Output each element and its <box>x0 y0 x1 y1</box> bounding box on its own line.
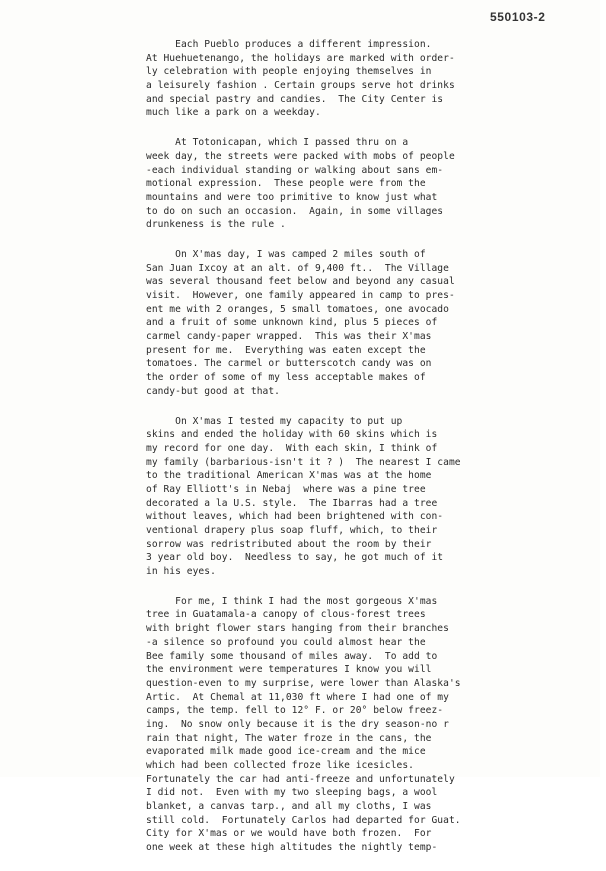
paragraph-skins <box>146 415 606 579</box>
text-line: -each individual standing or walking about sans em- <box>146 164 444 176</box>
text-line: skins and ended the holiday with 60 skins which is <box>146 429 438 441</box>
text-line: evaporated milk made good ice-cream and the mice <box>146 746 426 758</box>
text-line: still cold. Fortunately Carlos had departed for Guat. <box>146 814 461 826</box>
text-line: decorated a la U.S. style. The Ibarras had a tree <box>146 497 438 509</box>
text-line: motional expression. These people were from the <box>146 178 426 190</box>
paragraph-xmas-day <box>146 248 606 399</box>
text-line: Fortunately the car had anti-freeze and unfortunately <box>146 773 455 785</box>
text-line: my record for one day. With each skin, I think of <box>146 442 438 454</box>
text-line: a leisurely fashion . Certain groups serve hot drinks <box>146 80 455 92</box>
text-line: tomatoes. The carmel or butterscotch candy was on <box>146 358 432 370</box>
text-line: -a silence so profound you could almost hear the <box>146 636 426 648</box>
text-line: ing. No snow only because it is the dry season-no r <box>146 718 449 730</box>
text-line: sorrow was redristributed about the room by their <box>146 538 432 550</box>
text-line: On X'mas I tested my capacity to put up <box>146 415 403 427</box>
text-line: mountains and were too primitive to know just what <box>146 191 438 203</box>
text-line: week day, the streets were packed with mobs of people <box>146 150 455 162</box>
text-line: ent me with 2 oranges, 5 small tomatoes, one avocado <box>146 303 449 315</box>
text-line: visit. However, one family appeared in camp to pres- <box>146 290 455 301</box>
text-line: present for me. Everything was eaten except the <box>146 344 426 356</box>
text-line: the environment were temperatures I know you will <box>146 664 432 676</box>
paragraph-totonicapan <box>146 136 606 232</box>
text-line: with bright flower stars hanging from their branches <box>146 623 449 635</box>
text-line: carmel candy-paper wrapped. This was their X'mas <box>146 331 432 343</box>
text-line: tree in Guatamala-a canopy of clous-forest trees <box>146 609 426 621</box>
text-line: rain that night, The water froze in the cans, the <box>146 732 432 744</box>
text-line: of Ray Elliott's in Nebaj where was a pine tree <box>146 483 426 495</box>
text-line: Each Pueblo produces a different impression. <box>146 39 432 50</box>
text-line: my family (barbarious-isn't it ? ) The nearest I came <box>146 456 461 468</box>
text-line: Bee family some thousand of miles away. To add to <box>146 650 438 662</box>
text-line: to do on such an occasion. Again, in some villages <box>146 205 444 217</box>
text-line: City for X'mas or we would have both frozen. For <box>146 828 432 840</box>
text-line: blanket, a canvas tarp., and all my cloths, I was <box>146 801 432 813</box>
text-line: At Huehuetenango, the holidays are marked with order- <box>146 52 455 64</box>
text-line: camps, the temp. fell to 12° F. or 20° below freez- <box>146 705 444 717</box>
text-line: I did not. Even with my two sleeping bags, a wool <box>146 787 438 799</box>
text-line: ly celebration with people enjoying themselves in <box>146 66 432 78</box>
letter-body <box>146 38 606 871</box>
text-line: which had been collected froze like icesicles. <box>146 760 414 771</box>
text-line: and special pastry and candies. The City Center is <box>146 93 444 105</box>
text-line: to the traditional American X'mas was at the home <box>146 470 432 482</box>
text-line: in his eyes. <box>146 566 216 578</box>
text-line: 3 year old boy. Needless to say, he got much of it <box>146 552 444 564</box>
text-line: without leaves, which had been brightened with con- <box>146 511 444 523</box>
text-line: San Juan Ixcoy at an alt. of 9,400 ft.. The Village <box>146 262 449 274</box>
text-line: the order of some of my less acceptable makes of <box>146 372 426 384</box>
text-line: one week at these high altitudes the nightly temp- <box>146 842 438 854</box>
text-line: At Totonicapan, which I passed thru on a <box>146 137 409 149</box>
text-line: On X'mas day, I was camped 2 miles south of <box>146 248 426 260</box>
text-line: and a fruit of some unknown kind, plus 5 pieces of <box>146 317 438 329</box>
text-line: question-even to my surprise, were lower than Alaska's <box>146 677 461 689</box>
text-line: For me, I think I had the most gorgeous X'mas <box>146 595 438 607</box>
paragraph-xmas-tree <box>146 595 606 855</box>
text-line: drunkeness is the rule . <box>146 219 286 231</box>
paragraph-huehuetenango <box>146 38 606 120</box>
text-line: much like a park on a weekday. <box>146 107 321 119</box>
document-id-stamp: 550103-2 <box>490 10 546 24</box>
text-line: Artic. At Chemal at 11,030 ft where I had one of my <box>146 691 449 703</box>
text-line: ventional drapery plus soap fluff, which, to their <box>146 525 438 536</box>
text-line: was several thousand feet below and beyond any casual <box>146 276 455 288</box>
text-line: candy-but good at that. <box>146 385 280 397</box>
